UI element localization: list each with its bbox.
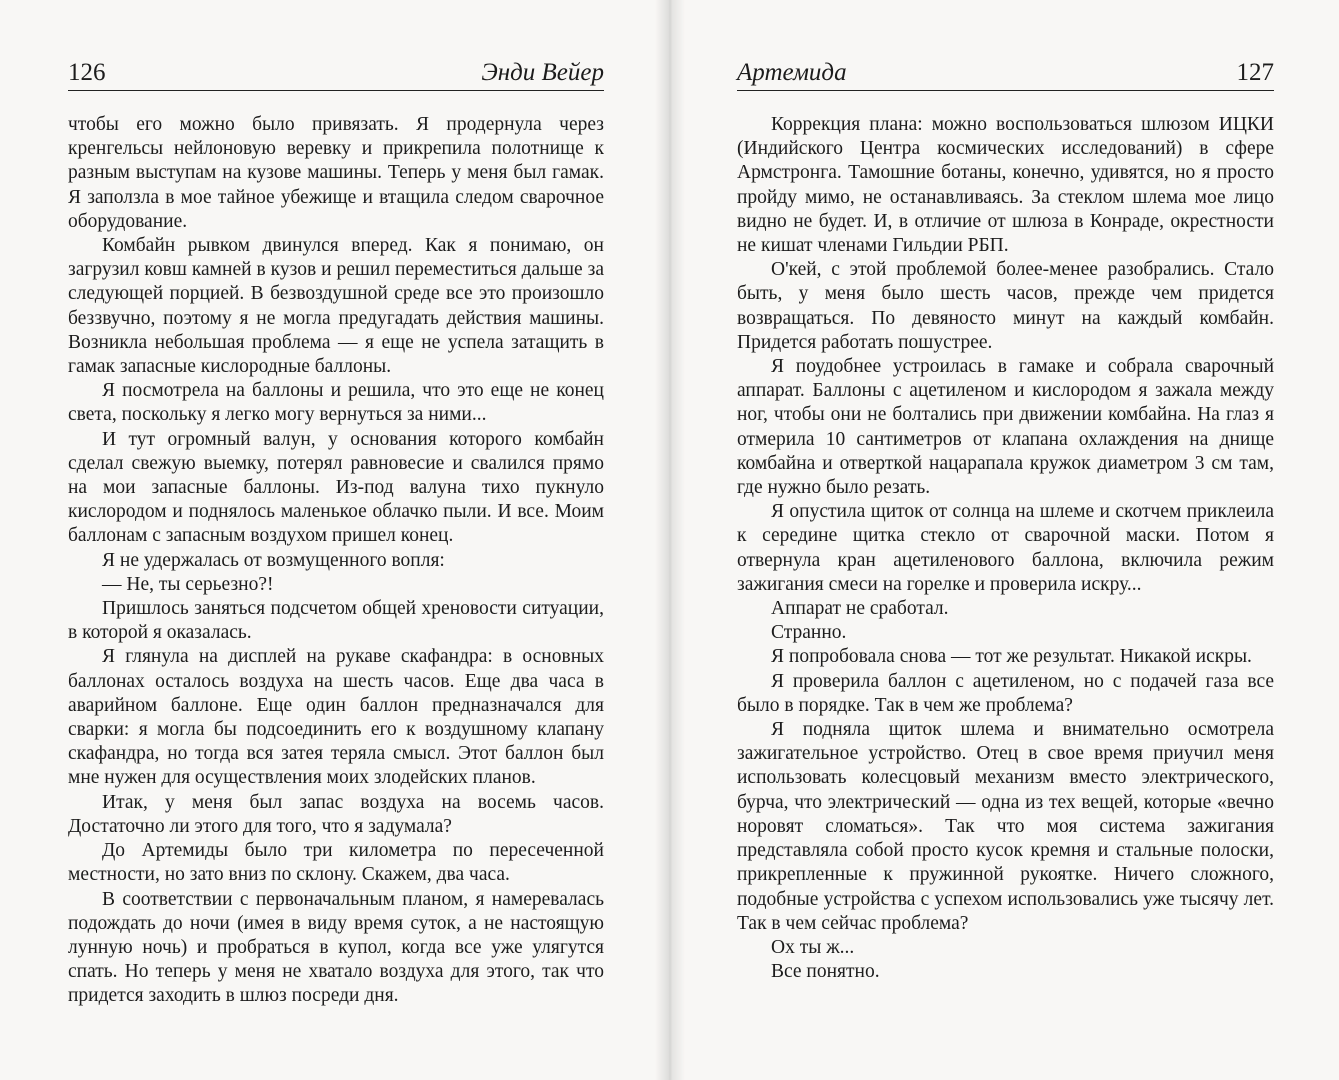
paragraph: Комбайн рывком двинулся вперед. Как я понимаю, он загрузил ковш камней в кузов и решил переместиться дальше за следующей порцией. В безвоздушной среде все это произошло беззвучно, поэтому я не могла предугадать действия машины. Возникла небольшая проблема — я еще не успела затащить в гамак запасные кислородные баллоны.: [68, 235, 604, 378]
paragraph: Я посмотрела на баллоны и решила, что это еще не конец света, поскольку я легко могу вернуться за ними...: [68, 380, 604, 426]
running-head-author: Энди Вейер: [481, 59, 604, 86]
right-header: [737, 56, 1274, 91]
paragraph: Все понятно.: [771, 961, 880, 983]
paragraph: чтобы его можно было привязать. Я продернула через кренгельсы нейлоновую веревку и прикрепила полотнище к разным выступам на кузове машины. Теперь у меня был гамак. Я заползла в мое тайное убежище и втащила следом сварочное оборудование.: [68, 114, 604, 232]
paragraph: Аппарат не сработал.: [771, 598, 949, 620]
paragraph: Пришлось заняться подсчетом общей хреновости ситуации, в которой я оказалась.: [68, 598, 604, 644]
paragraph: Итак, у меня был запас воздуха на восемь часов. Достаточно ли этого для того, что я задумала?: [68, 791, 604, 837]
right-page-text: [737, 113, 1274, 984]
running-head-title: Артемида: [737, 59, 847, 86]
left-page: [0, 0, 669, 1080]
dialogue-line: — Не, ты серьезно?!: [102, 573, 274, 595]
left-page-text: [68, 113, 604, 1009]
paragraph: В соответствии с первоначальным планом, я намеревалась подождать до ночи (имея в виду время суток, а не настоящую лунную ночь) и пробраться в купол, когда все уже улягутся спать. Но теперь у меня не хватало воздуха для этого, так что придется заходить в шлюз посреди дня.: [68, 888, 604, 1007]
paragraph: О'кей, с этой проблемой более-менее разобрались. Стало быть, у меня было шесть часов, прежде чем придется возвращаться. По девяносто минут на каждый комбайн. Придется работать пошустрее.: [737, 259, 1274, 353]
left-header: [68, 56, 604, 91]
paragraph: Я опустила щиток от солнца на шлеме и скотчем приклеила к середине щитка стекло от сварочной маски. Потом я отвернула кран ацетиленового баллона, включила режим зажигания смеси на горелке и проверила искру...: [737, 501, 1274, 595]
paragraph: И тут огромный валун, у основания которого комбайн сделал свежую выемку, потерял равновесие и свалился прямо на мои запасные баллоны. Из-под валуна тихо пукнуло кислородом и поднялось маленькое облачко пыли. И все. Моим баллонам с запасным воздухом пришел конец.: [68, 428, 604, 547]
paragraph: Странно.: [771, 622, 847, 644]
paragraph: Коррекция плана: можно воспользоваться шлюзом ИЦКИ (Индийского Центра космических исследований) в сфере Армстронга. Тамошние ботаны, конечно, удивятся, но я просто пройду мимо, не останавливаясь. За стеклом шлема мое лицо видно не будет. И, в отличие от шлюза в Конраде, окрестности не кишат членами Гильдии РБП.: [737, 114, 1274, 257]
page-number: 127: [1236, 59, 1274, 86]
paragraph: Я подняла щиток шлема и внимательно осмотрела зажигательное устройство. Отец в свое время приучил меня использовать колесцовый механизм вместо электрического, бурча, что электрический — одна из тех вещей, которые «вечно норовят сломаться». Так что моя система зажигания представляла собой просто кусок кремня и стальные полоски, прикрепленные к пружинной рукоятке. Ничего сложного, подобные устройства с успехом использовались уже тысячу лет. Так в чем сейчас проблема?: [737, 719, 1274, 934]
paragraph: Ох ты ж...: [771, 936, 855, 958]
paragraph: Я глянула на дисплей на рукаве скафандра: в основных баллонах осталось воздуха на шесть часов. Еще два часа в аварийном баллоне. Еще один баллон предназначался для сварки: я могла бы подсоединить его к воздушному клапану скафандра, но тогда вся затея теряла смысл. Этот баллон был мне нужен для осуществления моих злодейских планов.: [68, 646, 604, 789]
paragraph: Я не удержалась от возмущенного вопля:: [102, 549, 445, 571]
paragraph: Я попробовала снова — тот же результат. Никакой искры.: [771, 646, 1252, 668]
paragraph: Я поудобнее устроилась в гамаке и собрала сварочный аппарат. Баллоны с ацетиленом и кислородом я зажала между ног, чтобы они не болтались при движении комбайна. На глаз я отмерила 10 сантиметров от клапана охлаждения на днище комбайна и отверткой нацарапала кружок диаметром 3 см там, где нужно было резать.: [737, 356, 1274, 499]
paragraph: До Артемиды было три километра по пересеченной местности, но зато вниз по склону. Скажем, два часа.: [68, 840, 604, 886]
right-page: [669, 0, 1339, 1080]
paragraph: Я проверила баллон с ацетиленом, но с подачей газа все было в порядке. Так в чем же проблема?: [737, 670, 1274, 716]
page-number: 126: [68, 59, 106, 86]
